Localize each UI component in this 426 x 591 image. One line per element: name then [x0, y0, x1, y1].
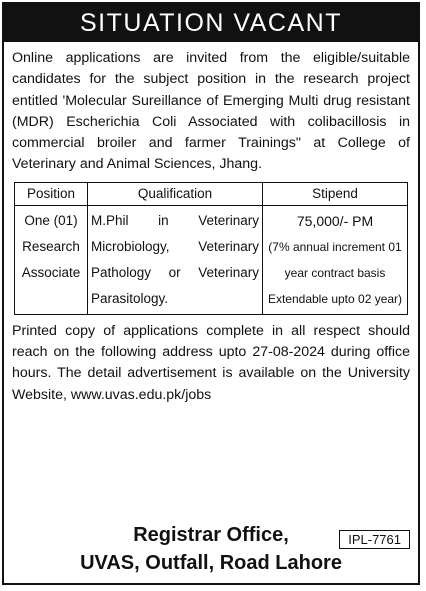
cell-stipend — [263, 205, 408, 314]
cell-qualification: M.Phil in Veterinary Microbiology, Veterinary Pathology or Veterinary Parasitology. — [88, 205, 263, 314]
header-stipend: Stipend — [263, 182, 408, 205]
position-table — [14, 182, 408, 315]
stipend-note: (7% annual increment 01 year contract basis Extendable upto 02 year) — [267, 239, 403, 306]
header-qualification: Qualification — [88, 182, 263, 205]
header-position: Position — [15, 182, 88, 205]
footer-line-2: UVAS, Outfall, Road Lahore — [80, 552, 342, 574]
ad-title: SITUATION VACANT — [4, 4, 418, 42]
footer-line-1: Registrar Office, — [133, 524, 289, 546]
stipend-amount: 75,000/- PM — [296, 212, 374, 229]
intro-paragraph: Online applications are invited from the eligible/suitable candidates for the subject position in the research project entitled 'Molecular Sureillance of Emerging Multi drug resistant (MDR) Escherichia Coli Associated with colibacillosis in commercial broiler and farmer Trainings" at College of Veterinary and Animal Sciences, Jhang. — [12, 50, 410, 173]
reference-code: IPL-7761 — [339, 530, 410, 549]
closing-paragraph: Printed copy of applications complete in all respect should reach on the following address upto 27-08-2024 during office hours. The detail advertisement is available on the University Website, www.uvas.edu.pk/jobs — [12, 322, 410, 403]
cell-position: One (01) Research Associate — [15, 205, 88, 314]
advertisement — [2, 2, 420, 585]
table-row — [15, 205, 408, 314]
table-header-row — [15, 182, 408, 205]
footer-address — [4, 521, 418, 577]
